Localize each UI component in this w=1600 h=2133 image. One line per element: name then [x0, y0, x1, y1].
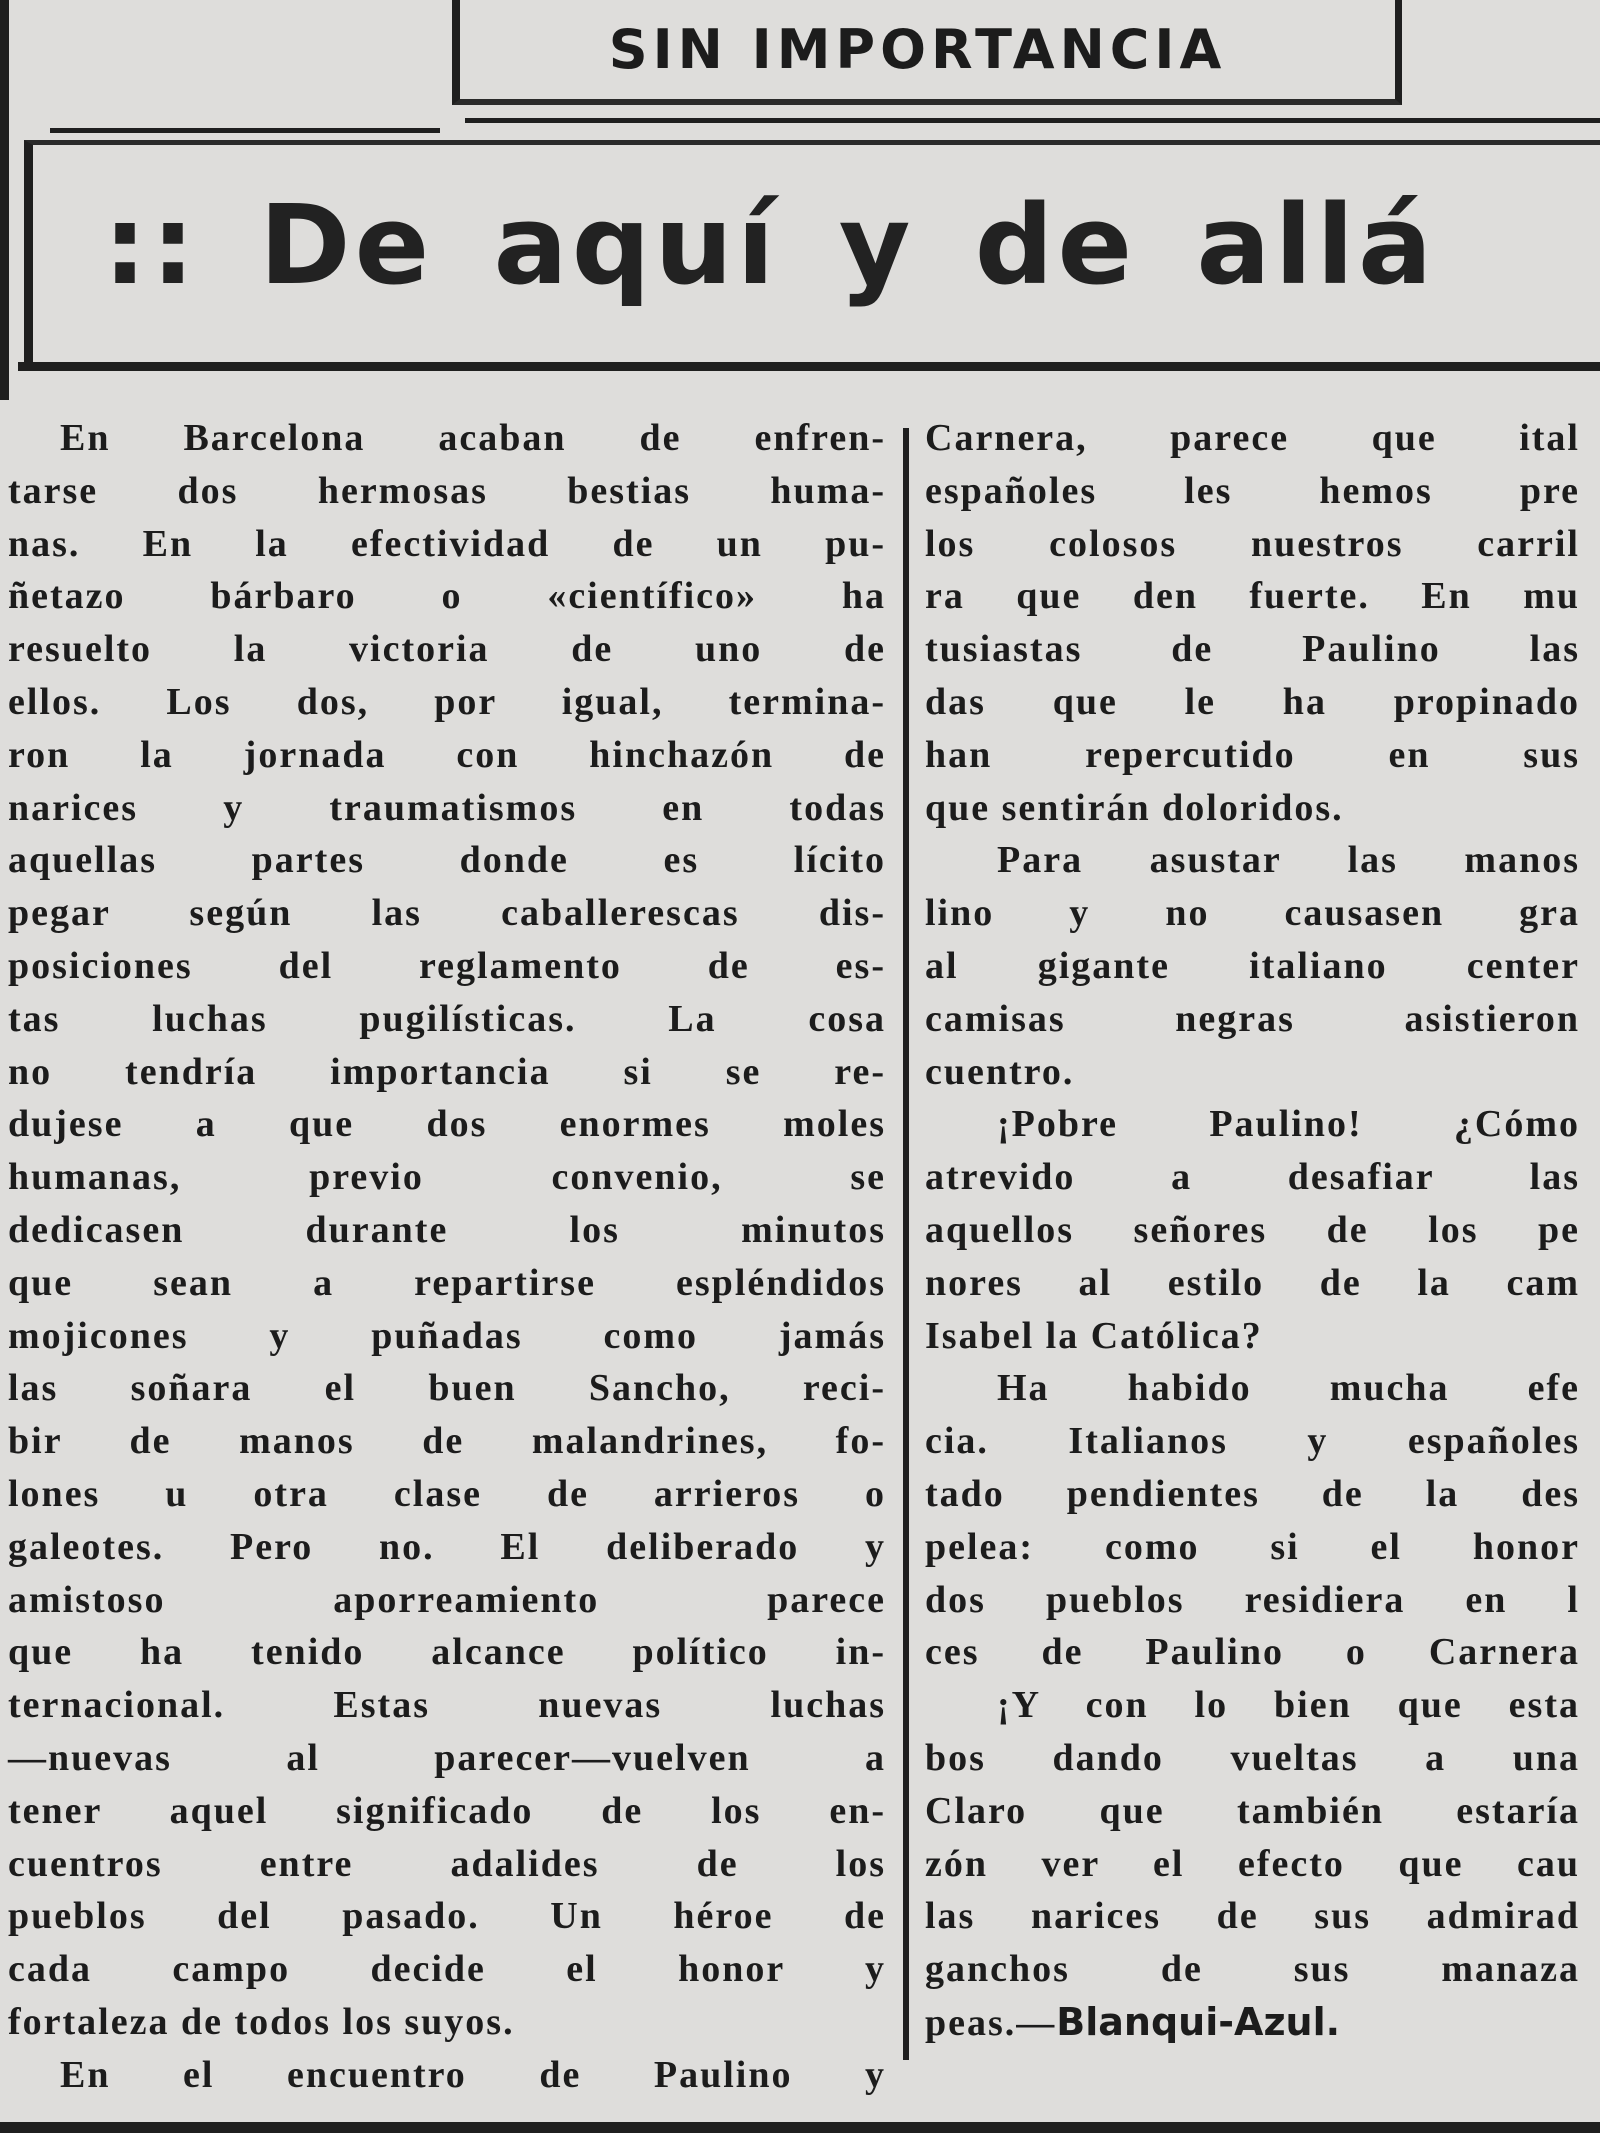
text-line: galeotes. Pero no. El deliberado y — [8, 1525, 886, 1568]
article-column-right — [925, 412, 1580, 2049]
text-line: las soñara el buen Sancho, reci- — [8, 1367, 886, 1410]
title-bottom-rule — [18, 362, 1600, 371]
text-line: posiciones del reglamento de es- — [8, 944, 886, 987]
text-line: al gigante italiano center — [925, 944, 1580, 987]
text-line: nas. En la efectividad de un pu- — [8, 522, 886, 565]
text-line: —nuevas al parecer—vuelven a — [8, 1736, 886, 1779]
text-line: dujese a que dos enormes moles — [8, 1103, 886, 1146]
text-line: ¡Y con lo bien que esta — [997, 1684, 1580, 1727]
article-title: :: De aquí y de allá — [103, 181, 1437, 309]
article-column-left — [8, 412, 886, 2102]
text-line: ces de Paulino o Carnera — [925, 1631, 1580, 1674]
text-line: En Barcelona acaban de enfren- — [60, 417, 886, 459]
text-line: tener aquel significado de los en- — [8, 1789, 886, 1832]
text-line: pueblos del pasado. Un héroe de — [8, 1895, 886, 1938]
text-line: pelea: como si el honor — [925, 1525, 1580, 1568]
text-line: tarse dos hermosas bestias huma- — [8, 469, 886, 512]
text-line: dos pueblos residiera en l — [925, 1578, 1580, 1621]
text-line: fortaleza de todos los suyos. — [8, 2000, 515, 2043]
text-line: ellos. Los dos, por igual, termina- — [8, 680, 886, 723]
text-line: que ha tenido alcance político in- — [8, 1631, 886, 1674]
text-line: tado pendientes de la des — [925, 1472, 1580, 1515]
section-header-label: SIN IMPORTANCIA — [608, 18, 1227, 81]
text-line: zón ver el efecto que cau — [925, 1842, 1580, 1885]
page-bottom-rule — [0, 2122, 1600, 2133]
text-line: atrevido a desafiar las — [925, 1156, 1580, 1199]
text-line: cuentros entre adalides de los — [8, 1842, 886, 1885]
text-line: Ha habido mucha efe — [997, 1367, 1580, 1410]
text-line: lones u otra clase de arrieros o — [8, 1472, 886, 1515]
title-box — [24, 140, 1600, 365]
header-underline-left — [50, 128, 440, 133]
text-line: no tendría importancia si se re- — [8, 1050, 886, 1093]
text-line: tusiastas de Paulino las — [925, 628, 1580, 671]
text-line: amistoso aporreamiento parece — [8, 1578, 886, 1621]
text-line: las narices de sus admirad — [925, 1895, 1580, 1938]
text-line: lino y no causasen gra — [925, 892, 1580, 935]
text-line: das que le ha propinado — [925, 680, 1580, 723]
text-line: que sentirán doloridos. — [925, 786, 1344, 829]
text-line: bos dando vueltas a una — [925, 1736, 1580, 1779]
text-line: Carnera, parece que ital — [925, 417, 1580, 459]
text-line: cada campo decide el honor y — [8, 1948, 886, 1991]
text-line: han repercutido en sus — [925, 733, 1580, 776]
text-line: cia. Italianos y españoles — [925, 1420, 1580, 1463]
text-line: aquellos señores de los pe — [925, 1208, 1580, 1251]
text-line: ra que den fuerte. En mu — [925, 575, 1580, 618]
text-line: dedicasen durante los minutos — [8, 1208, 886, 1251]
text-line: Para asustar las manos — [997, 839, 1580, 882]
text-line: mojicones y puñadas como jamás — [8, 1314, 886, 1357]
closing-text: peas.— — [925, 2001, 1057, 2044]
text-line: los colosos nuestros carril — [925, 522, 1580, 565]
text-line: nores al estilo de la cam — [925, 1261, 1580, 1304]
text-line: cuentro. — [925, 1050, 1075, 1093]
text-line: ternacional. Estas nuevas luchas — [8, 1684, 886, 1727]
text-line: Claro que también estaría — [925, 1789, 1580, 1832]
header-underline-right — [465, 118, 1600, 123]
text-line: Isabel la Católica? — [925, 1314, 1263, 1357]
column-divider — [903, 428, 909, 2060]
text-line: ¡Pobre Paulino! ¿Cómo — [997, 1103, 1580, 1146]
text-line: ron la jornada con hinchazón de — [8, 733, 886, 776]
text-line: pegar según las caballerescas dis- — [8, 892, 886, 935]
text-line: narices y traumatismos en todas — [8, 786, 886, 829]
closing-line — [925, 1996, 1580, 2049]
text-line: españoles les hemos pre — [925, 469, 1580, 512]
text-line: tas luchas pugilísticas. La cosa — [8, 997, 886, 1040]
section-header — [452, 0, 1402, 105]
text-line: ganchos de sus manaza — [925, 1948, 1580, 1991]
text-line: camisas negras asistieron — [925, 997, 1580, 1040]
text-line: bir de manos de malandrines, fo- — [8, 1420, 886, 1463]
text-line: ñetazo bárbaro o «científico» ha — [8, 575, 886, 618]
text-line: En el encuentro de Paulino y — [60, 2053, 886, 2096]
text-line: aquellas partes donde es lícito — [8, 839, 886, 882]
text-line: humanas, previo convenio, se — [8, 1156, 886, 1199]
text-line: resuelto la victoria de uno de — [8, 628, 886, 671]
text-line: que sean a repartirse espléndidos — [8, 1261, 886, 1304]
author-signature: Blanqui-Azul. — [1056, 1999, 1341, 2044]
page-left-border — [0, 0, 9, 400]
